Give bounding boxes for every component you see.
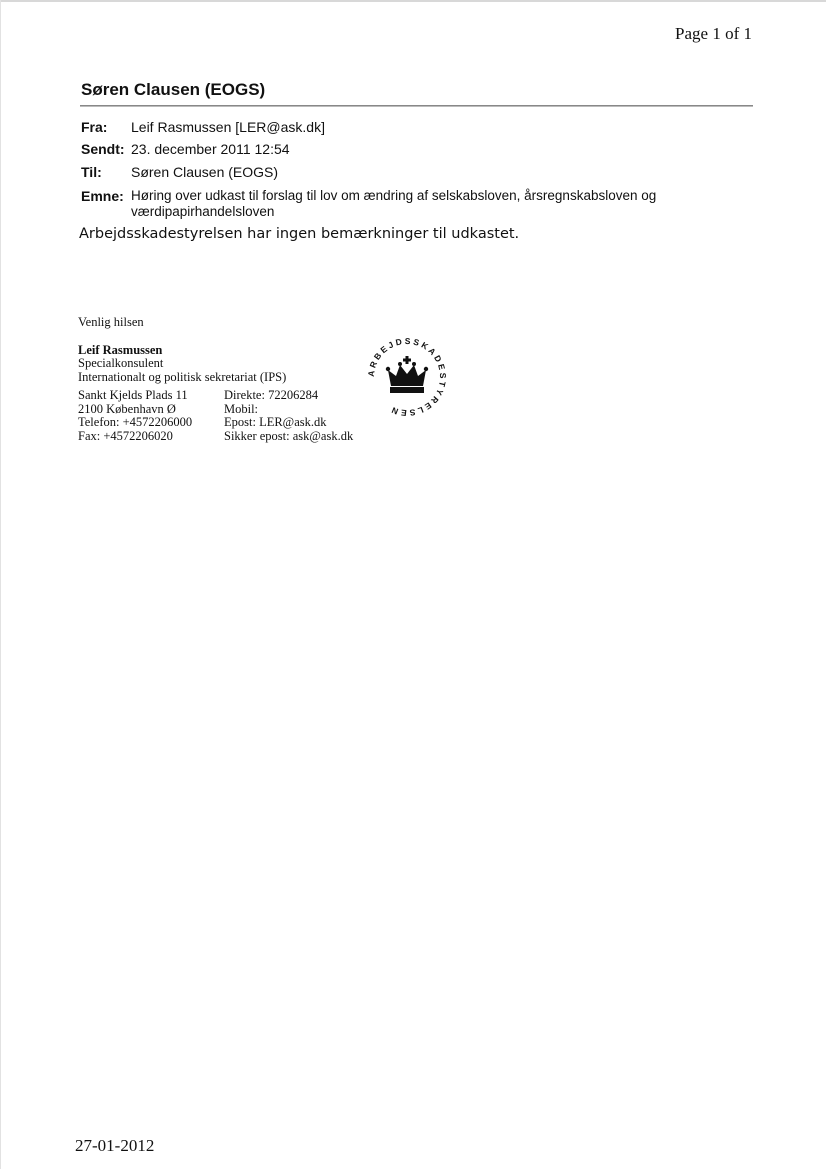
address-city: 2100 København Ø (78, 402, 176, 416)
crown-seal-icon (364, 334, 450, 420)
to-value: Søren Clausen (EOGS) (131, 164, 279, 180)
signature-name: Leif Rasmussen (78, 343, 163, 357)
subject-line-2: værdipapirhandelsloven (131, 204, 275, 219)
signature-job-title: Specialkonsulent (78, 356, 164, 370)
footer-date: 27-01-2012 (75, 1136, 155, 1155)
direct-phone: Direkte: 72206284 (224, 388, 319, 402)
address-street: Sankt Kjelds Plads 11 (78, 388, 188, 402)
fax-number: Fax: +4572206020 (78, 429, 173, 443)
signature-department: Internationalt og politisk sekretariat (IPS) (78, 370, 287, 384)
to-label: Til: (81, 164, 102, 180)
secure-email-address: Sikker epost: ask@ask.dk (224, 429, 354, 443)
crown-icon (386, 356, 428, 393)
sent-value: 23. december 2011 12:54 (131, 141, 290, 157)
seal-text: ARBEJDSSKADESTYRELSEN (365, 335, 449, 419)
subject-label: Emne: (81, 188, 124, 204)
header-divider (80, 105, 753, 107)
sent-label: Sendt: (81, 141, 125, 157)
page-top-edge (0, 0, 826, 2)
page-left-edge (0, 0, 1, 1169)
from-label: Fra: (81, 119, 108, 135)
email-address: Epost: LER@ask.dk (224, 415, 327, 429)
message-body: Arbejdsskadestyrelsen har ingen bemærkninger til udkastet. (79, 226, 520, 242)
from-value: Leif Rasmussen [LER@ask.dk] (131, 119, 325, 135)
signature-greeting: Venlig hilsen (78, 315, 144, 329)
recipient-title: Søren Clausen (EOGS) (81, 80, 266, 99)
mobile-phone: Mobil: (224, 402, 259, 416)
page-number: Page 1 of 1 (675, 24, 752, 43)
phone-number: Telefon: +4572206000 (78, 415, 193, 429)
subject-line-1: Høring over udkast til forslag til lov om ændring af selskabsloven, årsregnskabsloven og (131, 188, 657, 203)
